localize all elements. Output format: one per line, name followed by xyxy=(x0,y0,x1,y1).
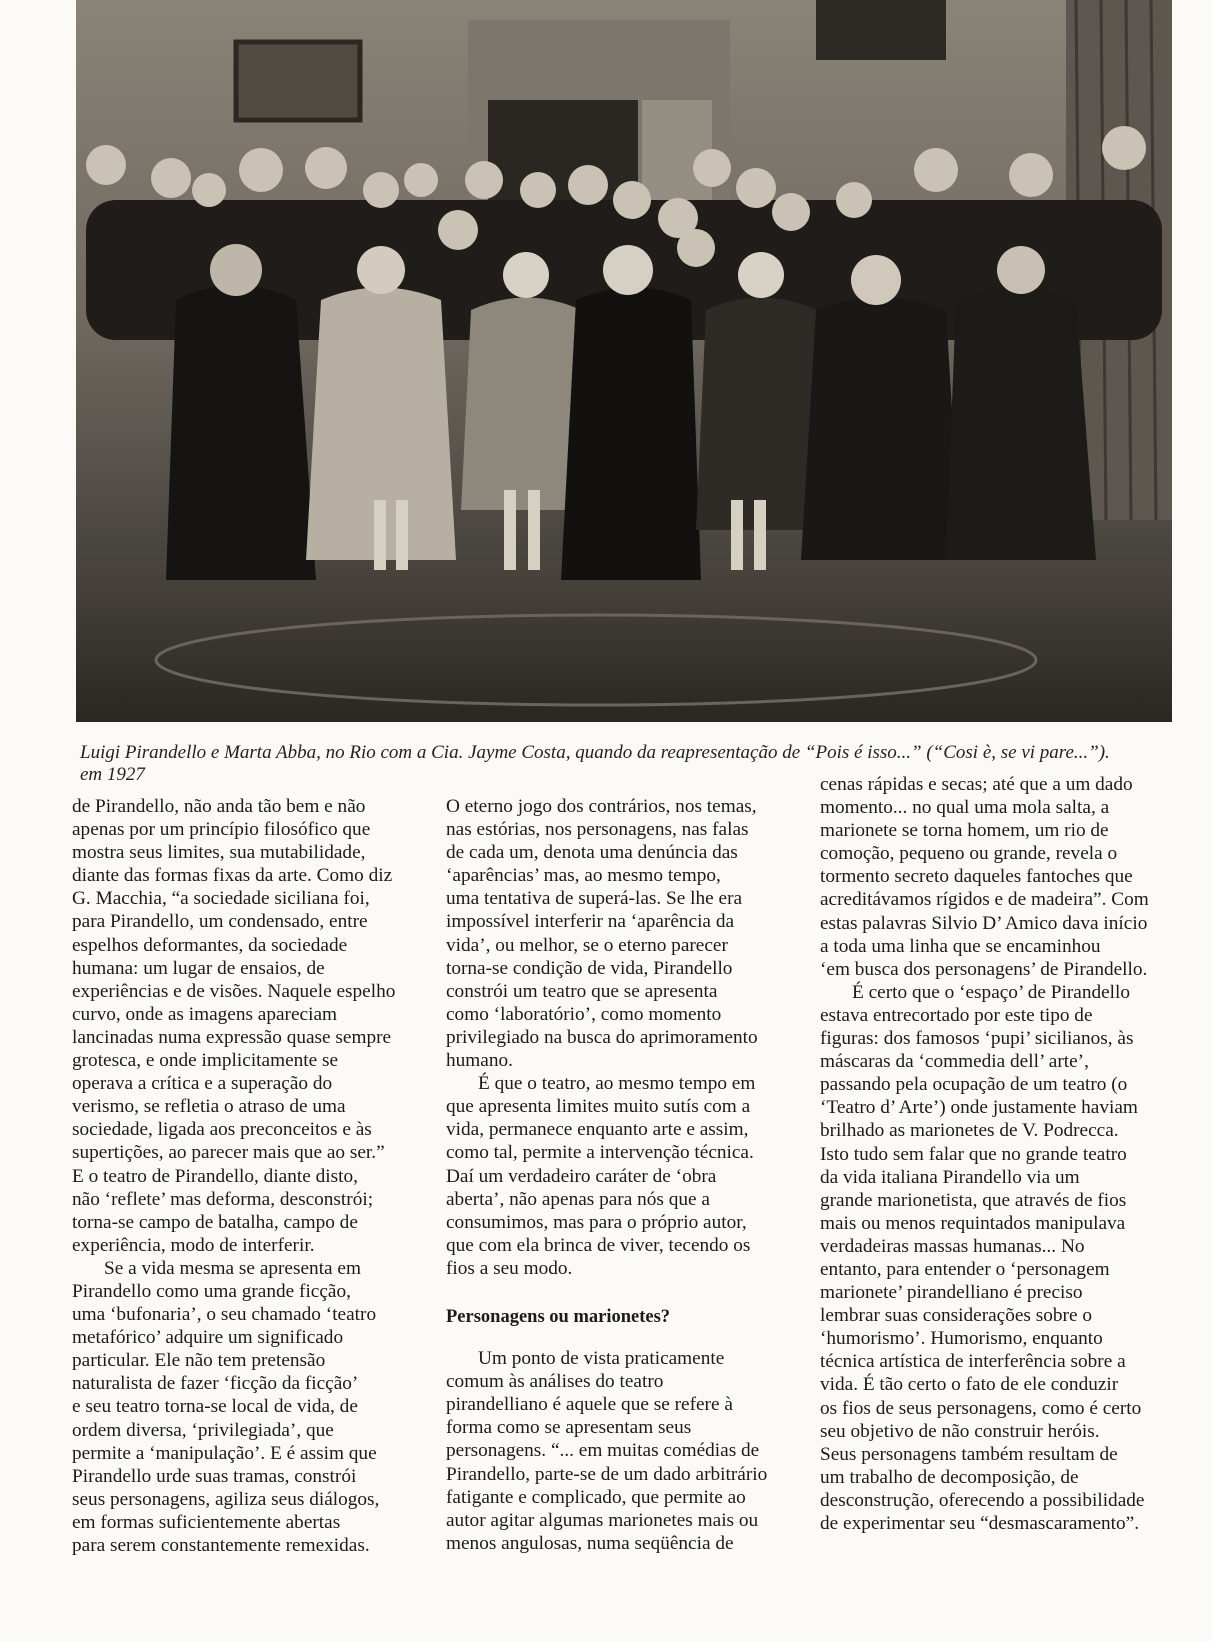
paragraph: O eterno jogo dos contrários, nos temas, nas estórias, nos personagens, nas falas de cada um, denota uma denúncia das ‘aparências’ mas, ao mesmo tempo, uma tentativa de superá-las. Se lhe era impossível interferir na ‘aparência da vida’, ou melhor, se o eterno parecer torna-se condição de vida, Pirandello constrói um teatro que se apresenta como ‘laboratório’, como momento privilegiado na busca do aprimoramento humano. xyxy=(446,796,758,1072)
group-photograph xyxy=(76,0,1172,722)
paragraph: Se a vida mesma se apresenta em Pirandello como uma grande ficção, uma ‘bufonaria’, o seu chamado ‘teatro metafórico’ adquire um significado particular. Ele não tem pretensão naturalista de fazer ‘ficção da ficção’ e seu teatro torna-se local de vida, de ordem diversa, ‘privilegiada’, que permite a ‘manipulação’. E é assim que Pirandello urde suas tramas, constrói seus personagens, agiliza seus diálogos, em formas suficientemente abertas para serem constantemente remexidas. xyxy=(72,1257,380,1556)
photo-caption: Luigi Pirandello e Marta Abba, no Rio com a Cia. Jayme Costa, quando da reapresentação de “Pois é isso...” (“Cosi è, se vi pare...”). em 1927 xyxy=(80,742,1110,785)
section-heading: Personagens ou marionetes? xyxy=(446,1306,671,1327)
text-column-3 xyxy=(820,773,1165,1535)
paragraph: cenas rápidas e secas; até que a um dado momento... no qual uma mola salta, a marionete se torna homem, um rio de comoção, pequeno ou grande, revela o tormento secreto daqueles fantoches que acreditávamos rígidos e de madeira”. Com estas palavras Silvio D’ Amico dava início a toda uma linha que se encaminhou ‘em busca dos personagens’ de Pirandello. xyxy=(820,774,1149,980)
paragraph: É certo que o ‘espaço’ de Pirandello estava entrecortado por este tipo de figuras: dos famosos ‘pupi’ sicilianos, às máscaras da ‘commedia dell’ arte’, passando pela ocupação de um teatro (o ‘Teatro d’ Arte’) onde justamente haviam brilhado as marionetes de V. Podrecca. Isto tudo sem falar que no grande teatro da vida italiana Pirandello via um grande marionetista, que através de fios mais ou menos requintados manipulava verdadeiras massas humanas... No entanto, para entender o ‘personagem marionete’ pirandelliano é preciso lembrar suas considerações sobre o ‘humorismo’. Humorismo, enquanto técnica artística de interferência sobre a vida. É tão certo o fato de ele conduzir os fios de seus personagens, como é certo seu objetivo de não construir heróis. Seus personagens também resultam de um trabalho de decomposição, de desconstrução, oferecendo a possibilidade de experimentar seu “desmascaramento”. xyxy=(820,981,1145,1534)
paragraph: Um ponto de vista praticamente comum às análises do teatro pirandelliano é aquele que se refere à forma como se apresentam seus personagens. “... em muitas comédias de Pirandello, parte-se de um dado arbitrário fatigante e complicado, que permite ao autor agitar algumas marionetes mais ou menos angulosas, numa seqüência de xyxy=(446,1348,768,1554)
text-column-2 xyxy=(446,795,791,1555)
paragraph: É que o teatro, ao mesmo tempo em que apresenta limites muito sutís com a vida, permanece enquanto arte e assim, como tal, permite a intervenção técnica. Daí um verdadeiro caráter de ‘obra aberta’, não apenas para nós que a consumimos, mas para o próprio autor, que com ela brinca de viver, tecendo os fios a seu modo. xyxy=(446,1073,756,1279)
text-column-1 xyxy=(72,795,417,1557)
paragraph: de Pirandello, não anda tão bem e não apenas por um princípio filosófico que mostra seus limites, sua mutabilidade, diante das formas fixas da arte. Como diz G. Macchia, “a sociedade siciliana foi, para Pirandello, um condensado, entre espelhos deformantes, da sociedade humana: um lugar de ensaios, de experiências e de visões. Naquele espelho curvo, onde as imagens apareciam lancinadas numa expressão quase sempre grotesca, e onde implicitamente se operava a crítica e a superação do verismo, se refletia o atraso de uma sociedade, ligada aos preconceitos e às supertições, ao parecer mais que ao ser.” E o teatro de Pirandello, diante disto, não ‘reflete’ mas deforma, desconstrói; torna-se campo de batalha, campo de experiência, modo de interferir. xyxy=(72,796,396,1256)
